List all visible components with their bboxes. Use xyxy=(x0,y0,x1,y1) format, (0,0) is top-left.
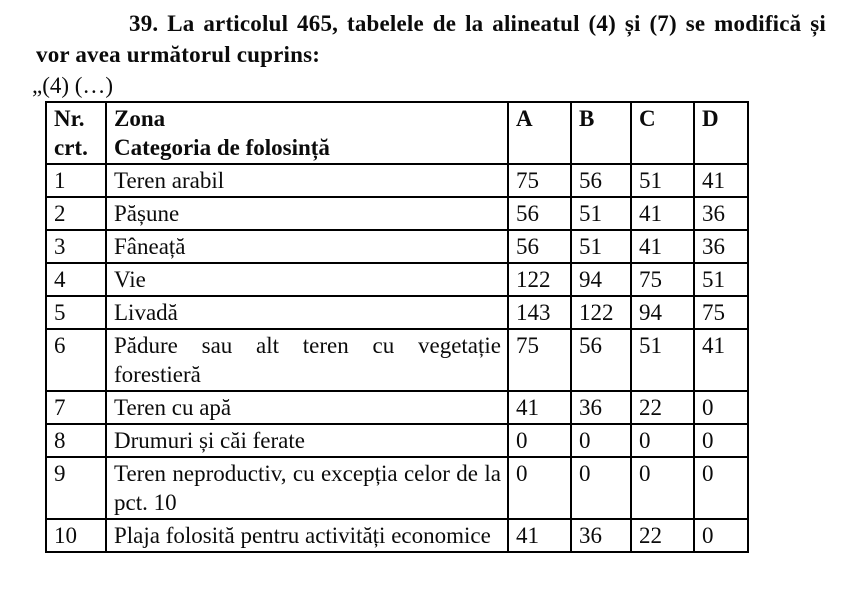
row-value: 41 xyxy=(631,230,694,263)
row-value: 0 xyxy=(631,424,694,457)
row-category: Pășune xyxy=(106,197,508,230)
row-value: 51 xyxy=(631,329,694,391)
intro-paragraph: 39. La articolul 465, tabelele de la alineatul (4) și (7) se modifică și vor avea următorul cuprins: xyxy=(36,11,826,67)
row-number: 8 xyxy=(46,424,106,457)
row-number: 4 xyxy=(46,263,106,296)
row-value: 0 xyxy=(508,457,571,519)
row-value: 75 xyxy=(508,329,571,391)
row-value: 41 xyxy=(508,519,571,552)
table-row xyxy=(46,263,748,296)
row-value: 51 xyxy=(694,263,748,296)
row-value: 56 xyxy=(571,329,631,391)
header-zone-a: A xyxy=(508,102,571,164)
row-value: 0 xyxy=(694,519,748,552)
table-row xyxy=(46,424,748,457)
table-row xyxy=(46,391,748,424)
header-nr-line1: Nr. xyxy=(54,106,85,131)
row-value: 122 xyxy=(571,296,631,329)
row-value: 94 xyxy=(571,263,631,296)
row-category: Plaja folosită pentru activități economice xyxy=(106,519,508,552)
row-category: Teren arabil xyxy=(106,164,508,197)
table-row xyxy=(46,164,748,197)
row-category: Pădure sau alt teren cu vegetație forestieră xyxy=(106,329,508,391)
header-zona-line2: Categoria de folosință xyxy=(114,135,330,160)
row-value: 0 xyxy=(694,391,748,424)
row-value: 51 xyxy=(631,164,694,197)
row-value: 75 xyxy=(508,164,571,197)
header-nr-crt xyxy=(46,102,106,164)
row-value: 75 xyxy=(631,263,694,296)
row-value: 41 xyxy=(508,391,571,424)
row-number: 1 xyxy=(46,164,106,197)
row-value: 0 xyxy=(508,424,571,457)
row-category: Fâneață xyxy=(106,230,508,263)
table-row xyxy=(46,329,748,391)
row-value: 0 xyxy=(631,457,694,519)
table-row xyxy=(46,296,748,329)
row-value: 51 xyxy=(571,197,631,230)
header-zona-line1: Zona xyxy=(114,106,166,131)
row-value: 0 xyxy=(694,424,748,457)
row-number: 9 xyxy=(46,457,106,519)
table-row xyxy=(46,457,748,519)
header-zone-d: D xyxy=(694,102,748,164)
row-value: 51 xyxy=(571,230,631,263)
table-header-row xyxy=(46,102,748,164)
land-use-zones-table xyxy=(45,101,749,553)
row-number: 2 xyxy=(46,197,106,230)
row-value: 41 xyxy=(694,329,748,391)
row-category: Teren neproductiv, cu excepția celor de la pct. 10 xyxy=(106,457,508,519)
row-value: 36 xyxy=(694,230,748,263)
header-nr-line2: crt. xyxy=(54,135,88,160)
row-number: 10 xyxy=(46,519,106,552)
row-value: 75 xyxy=(694,296,748,329)
row-value: 22 xyxy=(631,391,694,424)
row-value: 56 xyxy=(508,230,571,263)
row-value: 0 xyxy=(571,424,631,457)
header-zone-c: C xyxy=(631,102,694,164)
paragraph-subnote: „(4) (…) xyxy=(32,73,114,98)
row-value: 22 xyxy=(631,519,694,552)
row-category: Drumuri și căi ferate xyxy=(106,424,508,457)
row-number: 5 xyxy=(46,296,106,329)
row-value: 36 xyxy=(694,197,748,230)
header-zona-categoria xyxy=(106,102,508,164)
row-value: 41 xyxy=(694,164,748,197)
row-value: 94 xyxy=(631,296,694,329)
row-value: 56 xyxy=(508,197,571,230)
row-category: Livadă xyxy=(106,296,508,329)
row-category: Teren cu apă xyxy=(106,391,508,424)
table-body xyxy=(46,164,748,552)
row-value: 0 xyxy=(571,457,631,519)
row-category: Vie xyxy=(106,263,508,296)
row-value: 143 xyxy=(508,296,571,329)
row-value: 41 xyxy=(631,197,694,230)
row-number: 3 xyxy=(46,230,106,263)
header-zone-b: B xyxy=(571,102,631,164)
row-value: 36 xyxy=(571,519,631,552)
table-row xyxy=(46,519,748,552)
row-value: 122 xyxy=(508,263,571,296)
row-number: 6 xyxy=(46,329,106,391)
row-value: 56 xyxy=(571,164,631,197)
row-value: 36 xyxy=(571,391,631,424)
row-value: 0 xyxy=(694,457,748,519)
row-number: 7 xyxy=(46,391,106,424)
table-row xyxy=(46,197,748,230)
table-row xyxy=(46,230,748,263)
